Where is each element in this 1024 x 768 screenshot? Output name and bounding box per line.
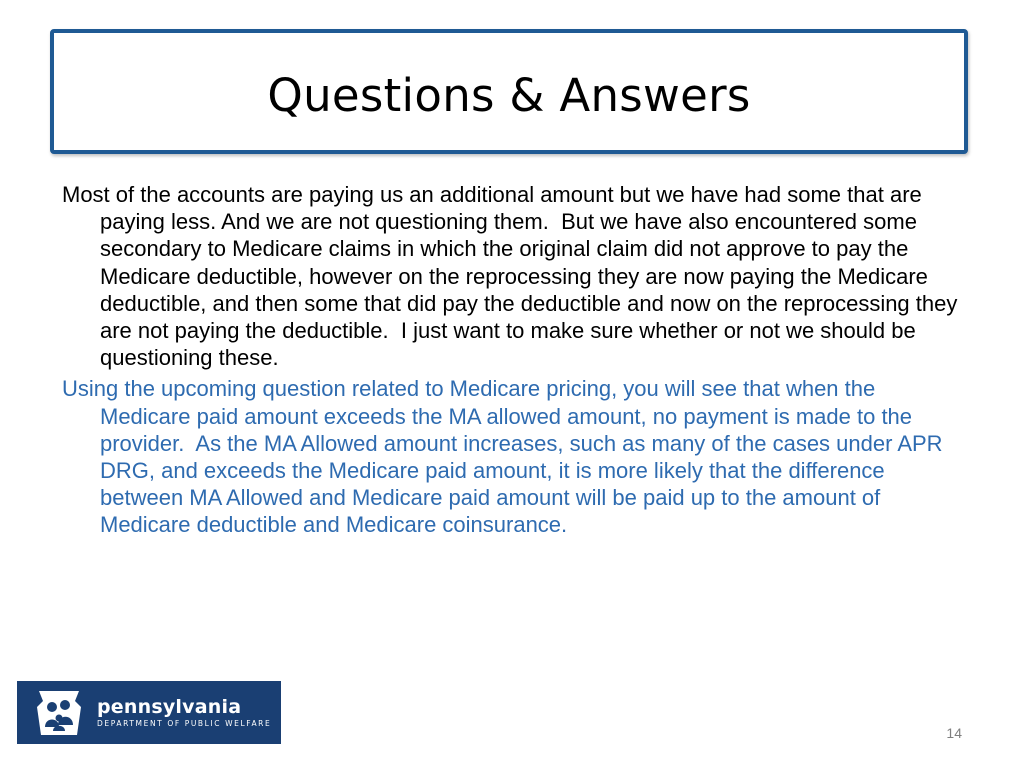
logo-wordmark (97, 696, 271, 730)
slide-body (62, 181, 967, 543)
slide-title: Questions & Answers (267, 69, 751, 122)
logo-department: DEPARTMENT OF PUBLIC WELFARE (97, 718, 272, 728)
title-box (50, 29, 968, 154)
logo-name: pennsylvania (97, 695, 242, 718)
keystone-family-icon (33, 687, 85, 739)
question-paragraph: Most of the accounts are paying us an additional amount but we have had some that are paying less. And we are not questioning them. But we have also encountered some secondary to Medicare claims in which the original claim did not approve to pay the Medicare deductible, however on the reprocessing they are now paying the Medicare deductible, and then some that did pay the deductible and now on the reprocessing they are not paying the deductible. I just want to make sure whether or not we should be questioning these. (62, 182, 964, 371)
pa-dpw-logo (17, 681, 281, 744)
answer-paragraph: Using the upcoming question related to Medicare pricing, you will see that when the Medicare paid amount exceeds the MA allowed amount, no payment is made to the provider. As the MA Allowed amount increases, such as many of the cases under APR DRG, and exceeds the Medicare paid amount, it is more likely that the difference between MA Allowed and Medicare paid amount will be paid up to the amount of Medicare deductible and Medicare coinsurance. (62, 376, 949, 538)
slide-number: 14 (946, 725, 962, 741)
